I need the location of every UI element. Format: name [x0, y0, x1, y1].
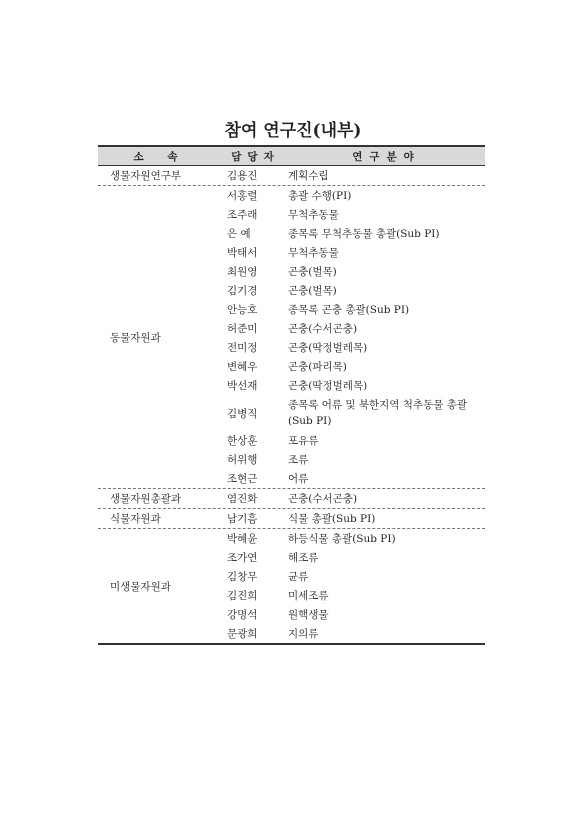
research-field: 곤충(수서곤충)	[288, 322, 358, 335]
research-field: 포유류	[288, 434, 319, 447]
research-field: 조류	[288, 453, 309, 466]
table-header	[98, 147, 485, 166]
researcher-name: 김창무	[227, 571, 258, 583]
department-name: 동물자원과	[110, 331, 161, 344]
researcher-name: 김진희	[227, 590, 258, 602]
header-person: 담당자	[231, 150, 280, 163]
table-row	[223, 395, 485, 431]
table-row	[223, 586, 485, 605]
researcher-name: 김기경	[227, 285, 258, 297]
table-row	[223, 431, 485, 450]
researcher-name: 서홍렬	[227, 190, 258, 202]
table-row	[223, 319, 485, 338]
table-row	[223, 489, 485, 508]
research-field: 미세조류	[288, 589, 329, 602]
researcher-name: 박선재	[227, 380, 258, 392]
research-field: 종목록 곤충 총괄(Sub PI)	[288, 303, 410, 316]
researcher-name: 허위행	[227, 454, 258, 466]
research-field: 원핵생물	[288, 608, 329, 621]
researcher-name: 변혜우	[227, 361, 258, 373]
researcher-name: 조현근	[227, 473, 258, 485]
department-name: 생물자원총괄과	[110, 493, 182, 505]
table-row	[223, 469, 485, 488]
research-field: 곤충(딱정벌레목)	[288, 379, 368, 392]
department-group	[98, 489, 485, 509]
table-row	[223, 243, 485, 262]
research-field: 곤충(파리목)	[288, 360, 347, 373]
table-row	[223, 262, 485, 281]
research-field: 지의류	[288, 627, 319, 640]
research-field: 총괄 수행(PI)	[288, 189, 352, 202]
department-group	[98, 186, 485, 489]
researcher-name: 은 예	[227, 228, 251, 240]
department-name: 식물자원과	[110, 513, 161, 525]
research-field: 하등식물 총괄(Sub PI)	[288, 532, 396, 545]
table-row	[223, 567, 485, 586]
table-row	[223, 205, 485, 224]
table-body	[98, 166, 485, 643]
header-field: 연구분야	[352, 150, 421, 163]
researcher-name: 염진화	[227, 493, 258, 505]
researcher-name: 안능호	[227, 304, 258, 316]
researcher-name: 김용진	[227, 170, 258, 182]
table-row	[223, 509, 485, 528]
research-field: 해조류	[288, 551, 319, 564]
research-field: 무척추동물	[288, 246, 339, 259]
researcher-name: 한상훈	[227, 435, 258, 447]
research-field: 종목록 무척추동물 총괄(Sub PI)	[288, 227, 440, 240]
researcher-name: 조주래	[227, 209, 258, 221]
research-field: 곤충(벌목)	[288, 284, 337, 297]
researcher-name: 전미정	[227, 342, 258, 354]
research-field: 계획수립	[288, 169, 329, 182]
research-field: 어류	[288, 472, 309, 485]
table-row	[223, 166, 485, 185]
department-name: 생물자원연구부	[110, 170, 182, 182]
table-row	[223, 548, 485, 567]
research-field: 식물 총괄(Sub PI)	[288, 512, 376, 525]
research-field: 종목록 어류 및 북한지역 척추동물 총괄(Sub PI)	[288, 399, 467, 427]
researcher-name: 최원영	[227, 266, 258, 278]
page-title: 참여 연구진(내부)	[224, 121, 362, 141]
researcher-name: 강명석	[227, 609, 258, 621]
research-field: 균류	[288, 570, 309, 583]
header-affiliation: 소 속	[133, 150, 188, 163]
table-row	[223, 357, 485, 376]
researcher-table	[98, 145, 485, 645]
researcher-name: 김병직	[227, 407, 258, 420]
table-row	[223, 224, 485, 243]
research-field: 곤충(벌목)	[288, 265, 337, 278]
department-group	[98, 529, 485, 643]
researcher-name: 박태서	[227, 247, 258, 259]
table-row	[223, 300, 485, 319]
researcher-name: 조가연	[227, 552, 258, 564]
research-field: 곤충(딱정벌레목)	[288, 341, 368, 354]
table-row	[223, 186, 485, 205]
department-name: 미생물자원과	[110, 580, 171, 593]
table-row	[223, 605, 485, 624]
researcher-name: 박혜윤	[227, 533, 258, 545]
table-row	[223, 376, 485, 395]
table-row	[223, 281, 485, 300]
table-row	[223, 450, 485, 469]
research-field: 무척추동물	[288, 208, 339, 221]
research-field: 곤충(수서곤충)	[288, 492, 358, 505]
table-row	[223, 338, 485, 357]
department-group	[98, 509, 485, 529]
table-row	[223, 529, 485, 548]
researcher-name: 문광희	[227, 628, 258, 640]
researcher-name: 남기흠	[227, 513, 258, 525]
department-group	[98, 166, 485, 186]
researcher-name: 허준미	[227, 323, 258, 335]
table-row	[223, 624, 485, 643]
